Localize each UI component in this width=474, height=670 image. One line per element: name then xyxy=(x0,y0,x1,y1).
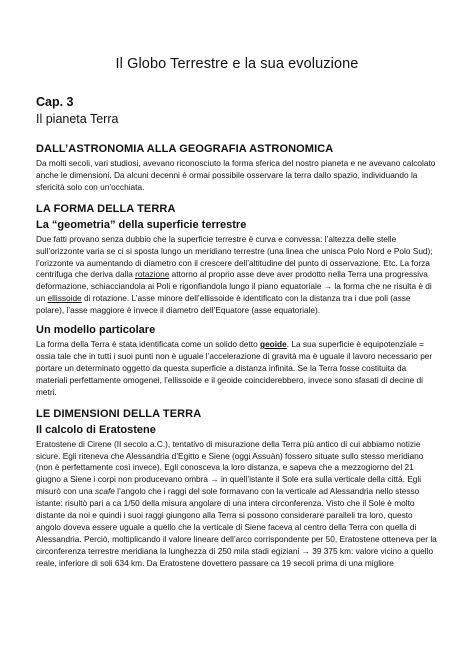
text-run: La forma della Terra è stata identificata come un solido detto xyxy=(36,339,260,350)
text-run: di rotazione. L’asse minore dell’ellissoide è identificato con la distanza tra i due poli (asse polare), l’asse maggiore è invece il diametro dell’Equatore (asse equatoriale). xyxy=(36,293,411,316)
arrow-right-icon: → xyxy=(210,474,219,485)
section-heading-forma: LA FORMA DELLA TERRA xyxy=(36,202,176,215)
text-run: in quell’istante il Sole era sulla verticale della città. Egli misurò con una xyxy=(36,474,422,497)
text-run: la forma che ne risulta è di un xyxy=(36,281,432,304)
term-ellissoide: ellissoide xyxy=(47,293,82,304)
term-geoide: geoide xyxy=(260,339,287,350)
arrow-right-icon: → xyxy=(323,281,333,292)
chapter-title: Il pianeta Terra xyxy=(36,112,119,126)
term-rotazione: rotazione xyxy=(135,269,170,280)
section-heading-astronomia: DALL’ASTRONOMIA ALLA GEOGRAFIA ASTRONOMICA xyxy=(36,143,334,155)
section-heading-dimensioni: LE DIMENSIONI DELLA TERRA xyxy=(36,407,202,420)
document-title: Il Globo Terrestre e la sua evoluzione xyxy=(115,56,359,72)
text-run: Eratostene di Cirene (II secolo a.C.), tentativo di misurazione della Terra più antico di cui abbiamo notizie sicure. Egli riteneva che Alessandria d’Egitto e Siene (oggi Assuàn) fossero situate sullo stesso meridiano (non è perfettamente così invece). Egli conosceva la loro distanza, e sapeva che a mezzogiorno del 21 giugno a Siene i corpi non producevano ombra xyxy=(36,438,424,485)
subheading-eratostene: Il calcolo di Eratostene xyxy=(36,423,156,436)
chapter-number: Cap. 3 xyxy=(36,95,74,109)
text-run: Due fatti provano senza dubbio che la superficie terrestre è curva e convessa: l’altezza delle stelle sull’orizzonte varia se ci si sposta lungo un meridiano terrestre (una linea che unisca Polo Nord e Polo Sud); l’orizzonte va aumentando di diametro con il crescere dell’altitudine del punto di osservazione. Etc. La forza centrifuga che deriva dalla xyxy=(36,233,433,280)
paragraph-geometria xyxy=(36,234,438,317)
text-run: . La sua superficie è equipotenziale = ossia tale che in tutti i suoi punti non è uguale l’accelerazione di gravità ma è uguale il lavoro necessario per portare un determinato oggetto da questa superficie a distanza infinita. Se la Terra fosse costituita da materiali perfettamente omogenei, l’ellissoide e il geoide coinciderebbero, invece sono sfasati di decine di metri. xyxy=(36,339,433,397)
text-run: 39 375 km: valore vicino a quello reale, inferiore di soli 634 km. Da Eratostene dovettero passare ca 19 secoli prima di una migliore xyxy=(36,545,434,568)
subheading-modello: Un modello particolare xyxy=(36,324,156,337)
text-run: attorno al proprio asse deve aver prodotto nella Terra una progressiva deformazione, schiacciandola ai Poli e rigonfiandola lungo il piano equatoriale xyxy=(36,269,428,292)
term-scafe: scafe xyxy=(95,486,115,497)
paragraph-eratostene xyxy=(36,439,438,570)
paragraph-astronomia: Da molti secoli, vari studiosi, avevano riconosciuto la forma sferica del nostro pianeta e ne avevano calcolato anche le dimensioni. Da alcuni decenni è ormai possibile osservare la terra dallo spazio, individuando la sfericità solo con un’occhiata. xyxy=(36,158,436,192)
arrow-right-icon: → xyxy=(301,545,310,556)
paragraph-modello xyxy=(36,339,438,399)
subheading-geometria: La “geometria” della superficie terrestre xyxy=(36,218,247,231)
text-run: l’angolo che i raggi del sole formavano con la verticale ad Alessandria nello stesso istante: risultò pari a ca 1/50 della misura angolare di una intera circonferenza. Visto che il Sole è molto distante da noi e quindi i suoi raggi giungono alla Terra si possono considerare paralleli tra loro, questo angolo doveva essere uguale a quello che la verticale di Siene faceva al centro della Terra con quella di Alessandria. Perciò, moltiplicando il valore lineare dell’arco corrispondente per 50, Eratostene otteneva per la circonferenza terrestre meridiana la lunghezza di 250 mila stadi egiziani xyxy=(36,486,437,556)
